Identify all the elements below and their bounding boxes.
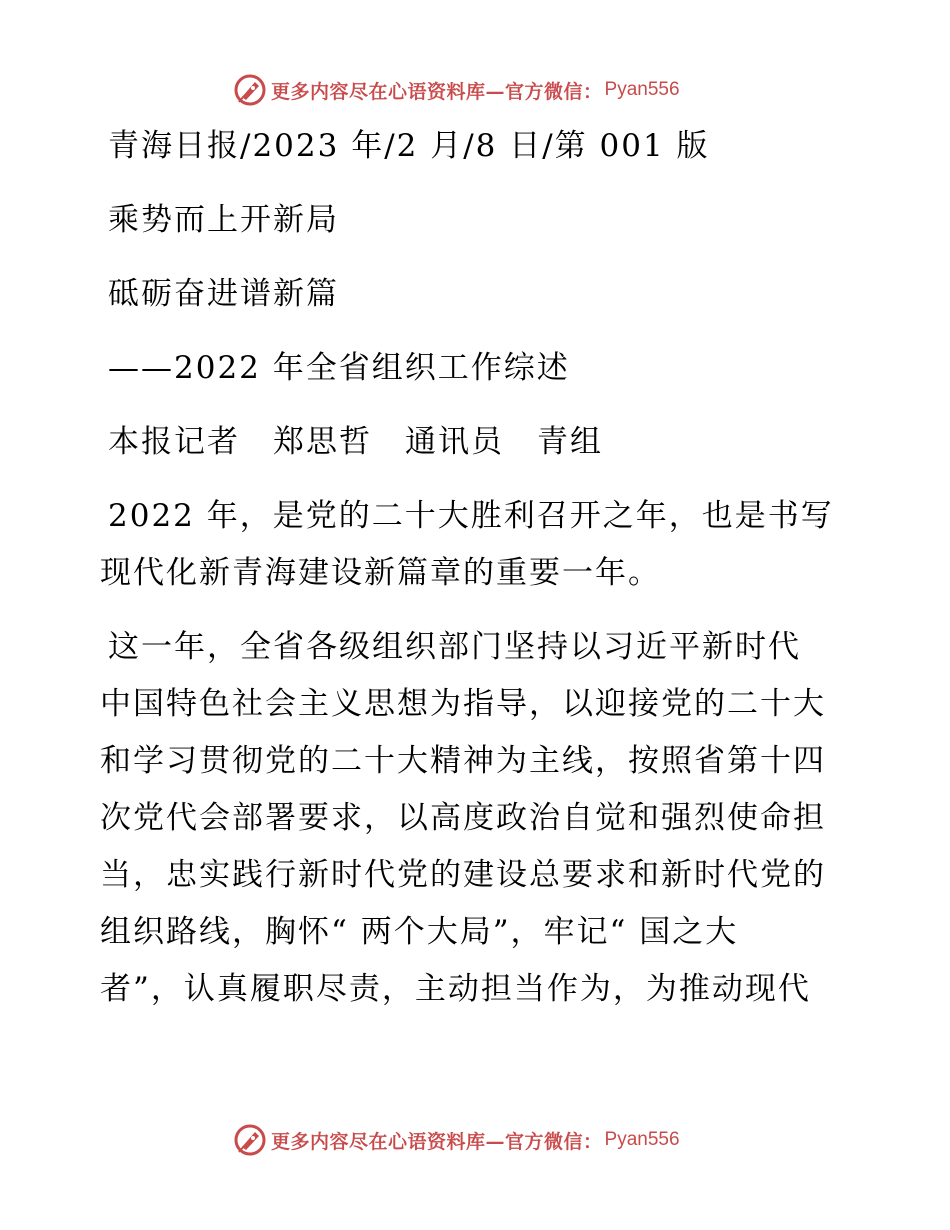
paragraph-2-line-6: 组织路线，胸怀“ 两个大局”，牢记“ 国之大 — [100, 914, 739, 950]
watermark-wechat-id: Pyan556 — [604, 79, 680, 100]
paragraph-2-line-3: 和学习贯彻党的二十大精神为主线，按照省第十四 — [100, 743, 826, 779]
paragraph-1-line-1: 2022 年，是党的二十大胜利召开之年，也是书写 — [108, 498, 834, 534]
headline-line-2: 砥砺奋进谱新篇 — [108, 276, 339, 312]
watermark-text: 更多内容尽在心语资料库—官方微信： — [271, 1130, 603, 1153]
paragraph-2-line-5: 当，忠实践行新时代党的建设总要求和新时代党的 — [100, 857, 826, 893]
byline: 本报记者 郑思哲 通讯员 青组 — [108, 424, 603, 460]
footer-watermark — [233, 1122, 680, 1158]
paragraph-2-line-1: 这一年，全省各级组织部门坚持以习近平新时代 — [108, 629, 801, 665]
subtitle: ——2022 年全省组织工作综述 — [108, 350, 570, 386]
paragraph-2-line-2: 中国特色社会主义思想为指导，以迎接党的二十大 — [100, 686, 826, 722]
pen-nib-logo-icon — [233, 73, 267, 107]
pen-nib-logo-icon — [233, 1123, 267, 1157]
document-body — [100, 124, 850, 1024]
source-line: 青海日报/2023 年/2 月/8 日/第 001 版 — [108, 128, 710, 164]
header-watermark — [233, 72, 680, 108]
headline-line-1: 乘势而上开新局 — [108, 202, 339, 238]
paragraph-1-line-2: 现代化新青海建设新篇章的重要一年。 — [100, 555, 661, 591]
paragraph-2-line-4: 次党代会部署要求，以高度政治自觉和强烈使命担 — [100, 800, 826, 836]
watermark-wechat-id: Pyan556 — [604, 1129, 680, 1150]
paragraph-2-line-7: 者”，认真履职尽责，主动担当作为，为推动现代 — [100, 971, 811, 1007]
watermark-text: 更多内容尽在心语资料库—官方微信： — [271, 80, 603, 103]
